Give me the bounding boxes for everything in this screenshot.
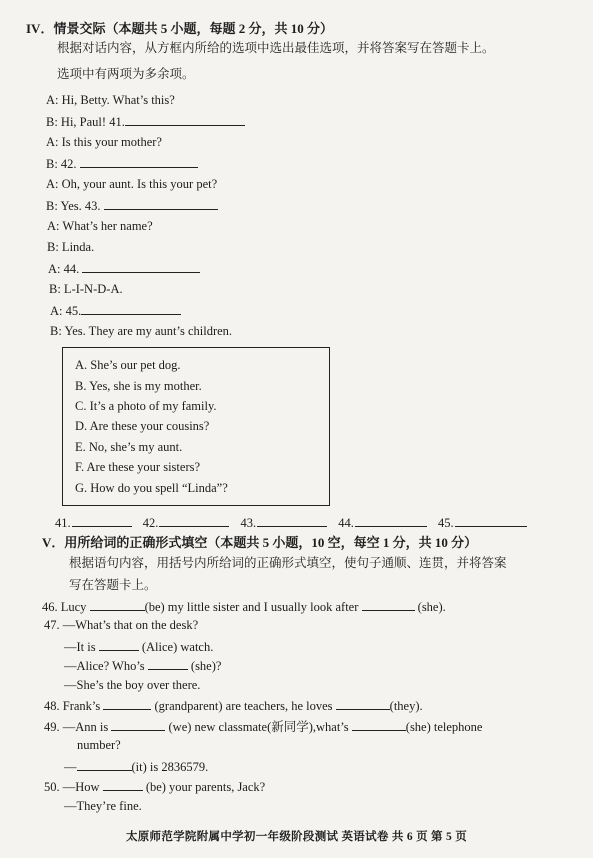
dialogue-line: A: 44. bbox=[48, 260, 200, 277]
option-g: G. How do you spell “Linda”? bbox=[75, 481, 228, 495]
dialogue-line: B: Linda. bbox=[47, 240, 95, 254]
section-4-heading: IV．情景交际（本题共 5 小题，每题 2 分，共 10 分） bbox=[26, 21, 333, 36]
option-e: E. No, she’s my aunt. bbox=[75, 440, 183, 454]
question-50-line: —They’re fine. bbox=[64, 799, 142, 813]
answer-blank[interactable] bbox=[81, 302, 181, 315]
answer-blank[interactable] bbox=[103, 697, 151, 710]
answer-43: 43. bbox=[241, 514, 328, 531]
answer-blank[interactable] bbox=[104, 197, 218, 210]
answer-blank[interactable] bbox=[257, 514, 327, 527]
page-footer: 太原师范学院附属中学初一年级阶段测试 英语试卷 共 6 页 第 5 页 bbox=[125, 831, 468, 843]
answer-blank[interactable] bbox=[355, 514, 427, 527]
option-a: A. She’s our pet dog. bbox=[75, 358, 181, 372]
dialogue-line: A: Oh, your aunt. Is this your pet? bbox=[46, 177, 218, 191]
dialogue-line: A: 45. bbox=[50, 302, 181, 319]
dialogue-line: B: 42. bbox=[46, 155, 198, 172]
option-d: D. Are these your cousins? bbox=[75, 419, 210, 433]
dialogue-line: B: Yes. 43. bbox=[46, 197, 218, 214]
question-47-line: —It is (Alice) watch. bbox=[64, 640, 214, 654]
answer-row bbox=[55, 514, 535, 531]
section-5-instruction-cont: 写在答题卡上。 bbox=[69, 578, 157, 592]
answer-blank[interactable] bbox=[72, 514, 132, 527]
dialogue-line: A: What’s her name? bbox=[47, 219, 153, 233]
option-f: F. Are these your sisters? bbox=[75, 460, 201, 474]
dialogue-line: B: L-I-N-D-A. bbox=[49, 282, 123, 296]
answer-blank[interactable] bbox=[77, 758, 132, 771]
question-47-line: —She’s the boy over there. bbox=[64, 678, 201, 692]
answer-42: 42. bbox=[143, 514, 230, 531]
answer-blank[interactable] bbox=[82, 260, 200, 273]
answer-41: 41. bbox=[55, 514, 132, 531]
section-4-instruction: 根据对话内容，从方框内所给的选项中选出最佳选项，并将答案写在答题卡上。 bbox=[57, 41, 495, 55]
question-48: 48. Frank’s (grandparent) are teachers, he loves (they). bbox=[44, 699, 423, 713]
section-4-instruction-note: 选项中有两项为多余项。 bbox=[57, 67, 195, 81]
dialogue-line: B: Yes. They are my aunt’s children. bbox=[50, 324, 233, 338]
answer-blank[interactable] bbox=[455, 514, 527, 527]
section-5-heading: V．用所给词的正确形式填空（本题共 5 小题，10 空，每空 1 分，共 10 分） bbox=[42, 535, 478, 550]
question-50: 50. —How (be) your parents, Jack? bbox=[44, 780, 266, 794]
answer-blank[interactable] bbox=[352, 718, 406, 731]
answer-blank[interactable] bbox=[80, 155, 198, 168]
question-49-line: number? bbox=[77, 738, 121, 752]
answer-44: 44. bbox=[338, 514, 427, 531]
answer-blank[interactable] bbox=[362, 598, 415, 611]
answer-blank[interactable] bbox=[159, 514, 229, 527]
answer-blank[interactable] bbox=[125, 113, 245, 126]
answer-blank[interactable] bbox=[111, 718, 165, 731]
question-47: 47. —What’s that on the desk? bbox=[44, 618, 199, 632]
answer-blank[interactable] bbox=[336, 697, 390, 710]
options-box bbox=[62, 347, 330, 506]
answer-blank[interactable] bbox=[148, 657, 188, 670]
dialogue-line: A: Is this your mother? bbox=[46, 135, 162, 149]
answer-blank[interactable] bbox=[103, 778, 143, 791]
question-47-line: —Alice? Who’s (she)? bbox=[64, 659, 222, 673]
dialogue-line: A: Hi, Betty. What’s this? bbox=[46, 93, 175, 107]
answer-45: 45. bbox=[438, 514, 527, 531]
question-49-line: — (it) is 2836579. bbox=[64, 760, 209, 774]
answer-blank[interactable] bbox=[99, 638, 139, 651]
question-49: 49. —Ann is (we) new classmate(新同学),what’s (she) telephone bbox=[44, 720, 483, 734]
answer-blank[interactable] bbox=[90, 598, 145, 611]
option-c: C. It’s a photo of my family. bbox=[75, 399, 217, 413]
option-b: B. Yes, she is my mother. bbox=[75, 379, 202, 393]
question-46: 46. Lucy (be) my little sister and I usually look after (she). bbox=[42, 600, 446, 614]
dialogue-line: B: Hi, Paul! 41. bbox=[46, 113, 245, 130]
section-5-instruction: 根据语句内容，用括号内所给词的正确形式填空，使句子通顺、连贯，并将答案 bbox=[69, 556, 507, 570]
